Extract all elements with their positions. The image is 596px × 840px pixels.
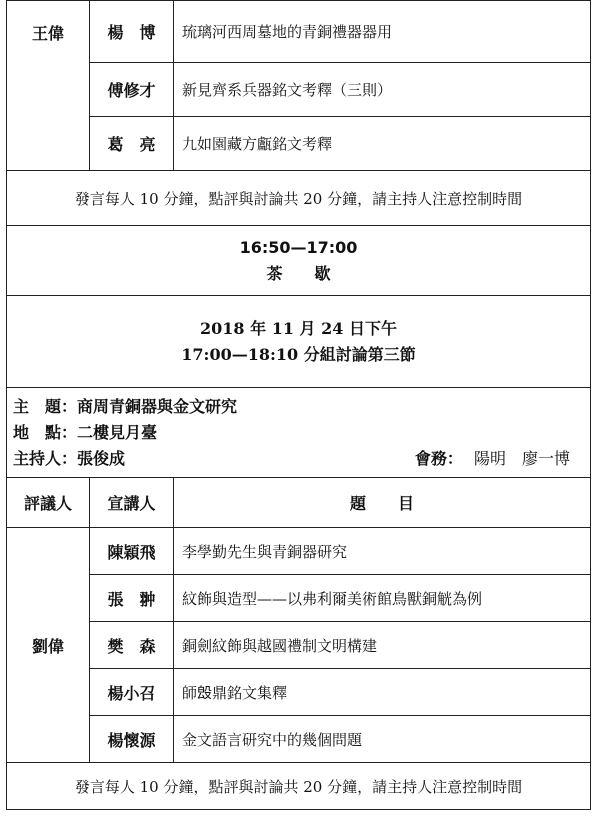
table-row (7, 528, 591, 575)
table-row (7, 763, 591, 810)
session-cell (7, 296, 591, 388)
table-row (7, 716, 591, 763)
speaker-cell: 楊懷源 (90, 716, 174, 763)
speaker-cell: 張 翀 (90, 575, 174, 622)
topic-cell: 師𣪕鼎銘文集釋 (174, 669, 591, 716)
break-time: 16:50—17:00 (239, 237, 358, 257)
schedule-table (6, 0, 591, 810)
place-value: 二樓見月臺 (77, 422, 158, 442)
affairs-label: 會務： (414, 448, 463, 468)
topic-header: 題 目 (174, 478, 591, 528)
speaker-cell: 楊 博 (90, 1, 174, 63)
session-info (7, 388, 591, 478)
speaker-cell: 葛 亮 (90, 117, 174, 171)
reviewer-cell: 劉偉 (7, 528, 90, 763)
topic-cell: 銅劍紋飾與越國禮制文明構建 (174, 622, 591, 669)
place-label: 地 點： (13, 422, 78, 442)
table-row (7, 669, 591, 716)
speaker-cell: 陳穎飛 (90, 528, 174, 575)
reviewer-cell: 王偉 (7, 1, 90, 171)
speaker-cell: 樊 森 (90, 622, 174, 669)
table-row (7, 296, 591, 388)
table-row (7, 117, 591, 171)
time-note: 發言每人 10 分鐘，點評與討論共 20 分鐘，請主持人注意控制時間 (7, 171, 591, 226)
table-row (7, 1, 591, 63)
speaker-cell: 傅修才 (90, 63, 174, 117)
theme-row (13, 394, 584, 420)
table-row (7, 575, 591, 622)
speaker-header: 宣講人 (90, 478, 174, 528)
host-value: 張俊成 (77, 448, 126, 468)
table-row (7, 622, 591, 669)
topic-cell: 新見齊系兵器銘文考釋（三則） (174, 63, 591, 117)
place-row (13, 420, 584, 446)
theme-label: 主 題： (13, 396, 78, 416)
topic-cell: 琉璃河西周墓地的青銅禮器器用 (174, 1, 591, 63)
table-row (7, 171, 591, 226)
topic-cell: 李學勤先生與青銅器研究 (174, 528, 591, 575)
table-row (7, 226, 591, 296)
session-time-title: 17:00—18:10 分組討論第三節 (181, 344, 416, 364)
speaker-cell: 楊小召 (90, 669, 174, 716)
theme-value: 商周青銅器與金文研究 (77, 396, 238, 416)
affairs-value: 陽明 廖一博 (473, 448, 570, 468)
topic-cell: 紋飾與造型——以弗利爾美術館鳥獸銅觥為例 (174, 575, 591, 622)
table-header-row (7, 478, 591, 528)
reviewer-header: 評議人 (7, 478, 90, 528)
schedule-page (6, 0, 590, 840)
topic-cell: 金文語言研究中的幾個問題 (174, 716, 591, 763)
break-cell (7, 226, 591, 296)
table-row (7, 63, 591, 117)
host-label: 主持人： (13, 448, 78, 468)
break-label: 茶 歇 (266, 263, 331, 283)
host-row (13, 446, 584, 472)
time-note: 發言每人 10 分鐘，點評與討論共 20 分鐘，請主持人注意控制時間 (7, 763, 591, 810)
table-row (7, 388, 591, 478)
session-date: 2018 年 11 月 24 日下午 (200, 318, 397, 338)
topic-cell: 九如園藏方甗銘文考釋 (174, 117, 591, 171)
